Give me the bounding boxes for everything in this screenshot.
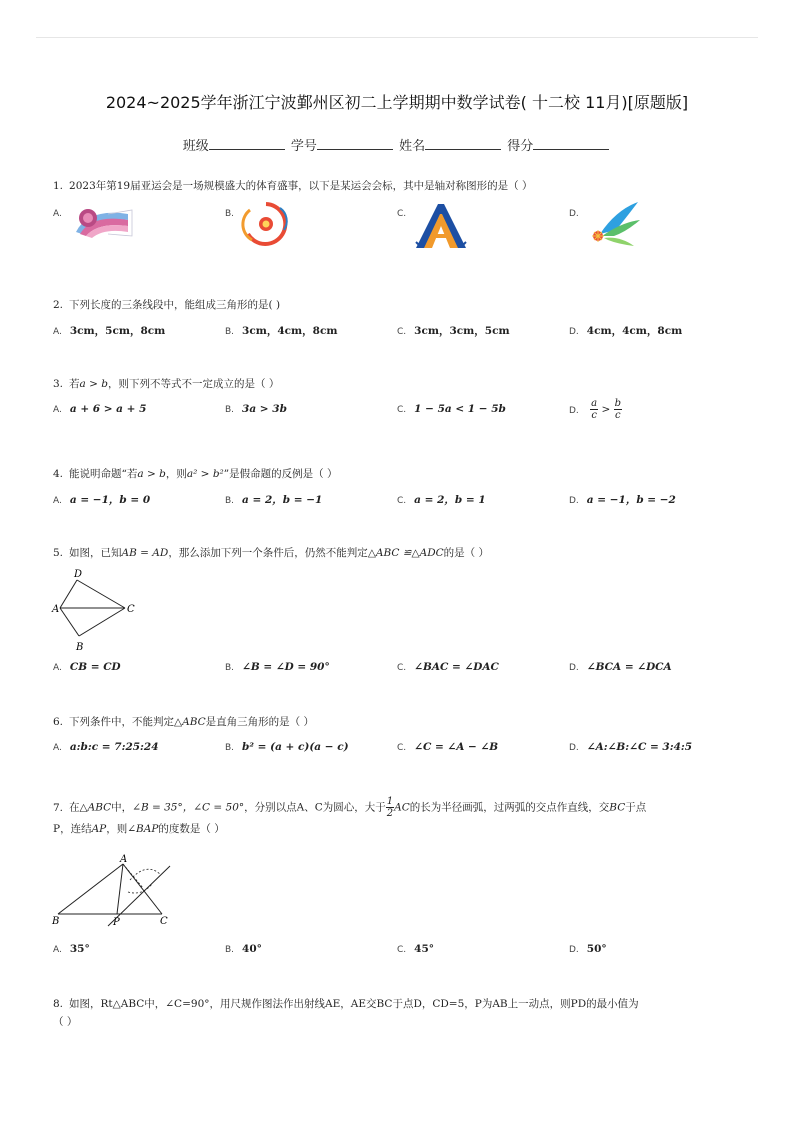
option-c[interactable]: C. 45° xyxy=(397,943,435,955)
question-number: 3. xyxy=(53,378,64,390)
option-a[interactable]: A. a = −1，b = 0 xyxy=(53,494,151,506)
circular-swirl-logo-icon xyxy=(240,200,292,248)
fraction-a-over-c: $\frac{a}{c}$ xyxy=(591,398,598,421)
quadrilateral-abcd-figure xyxy=(50,566,140,654)
option-c[interactable]: C. 3cm，3cm，5cm xyxy=(397,325,510,337)
student-id-blank[interactable] xyxy=(317,137,393,150)
label-c: C xyxy=(160,916,168,927)
option-d[interactable]: D. 50° xyxy=(569,943,607,955)
label-a: A xyxy=(52,604,60,615)
question-6: 6. 下列条件中，不能判定△ABC是直角三角形的是（ ） xyxy=(53,716,314,728)
student-id-label: 学号 xyxy=(290,139,317,154)
option-d[interactable]: D. ∠A:∠B:∠C = 3:4:5 xyxy=(569,741,693,753)
option-b[interactable]: B. 40° xyxy=(225,943,262,955)
question-7-line-2: P，连结AP，则∠BAP的度数是（ ） xyxy=(53,823,225,835)
header-rule xyxy=(36,37,758,38)
fraction-b-over-c: $\frac{b}{c}$ xyxy=(614,398,622,421)
option-b[interactable]: B. 3cm，4cm，8cm xyxy=(225,325,338,337)
question-number: 1. xyxy=(53,180,64,192)
triangle-abc-construction-figure xyxy=(50,852,182,930)
question-number: 2. xyxy=(53,299,64,311)
option-b[interactable]: B. 3a > 3b xyxy=(225,403,287,415)
fraction-one-half: $\frac{1}{2}$ xyxy=(386,796,394,819)
question-text: 如图，Rt△ABC中，∠C=90°，用尺规作图法作出射线AE，AE交BC于点D，CD=5，P为AB上一动点，则PD的最小值为 xyxy=(69,998,639,1010)
colorful-fan-logo-icon xyxy=(66,204,138,240)
question-text: 下列长度的三条线段中，能组成三角形的是( ) xyxy=(69,299,281,311)
name-label: 姓名 xyxy=(399,139,426,154)
question-5: 5. 如图，已知AB = AD，那么添加下列一个条件后，仍然不能判定△ABC ≌△ADC的是（ ） xyxy=(53,547,490,559)
question-number: 4. xyxy=(53,468,64,480)
question-3: 3. 若a > b，则下列不等式不一定成立的是（ ） xyxy=(53,378,280,390)
option-c[interactable]: C. ∠BAC = ∠DAC xyxy=(397,661,499,673)
option-b[interactable]: B. a = 2，b = −1 xyxy=(225,494,323,506)
name-blank[interactable] xyxy=(425,137,501,150)
question-number: 7. xyxy=(53,801,64,814)
label-c: C xyxy=(127,604,135,615)
score-blank[interactable] xyxy=(533,137,609,150)
option-d[interactable]: D. a = −1，b = −2 xyxy=(569,494,676,506)
option-a[interactable]: A. 3cm，5cm，8cm xyxy=(53,325,166,337)
option-d[interactable]: D. ∠BCA = ∠DCA xyxy=(569,661,672,673)
label-d: D xyxy=(74,569,83,580)
question-2 xyxy=(53,297,743,313)
option-b[interactable]: B. xyxy=(225,209,235,219)
class-blank[interactable] xyxy=(209,137,285,150)
question-8 xyxy=(53,996,743,1012)
feather-wing-logo-icon xyxy=(586,200,642,256)
option-a[interactable]: A. a + 6 > a + 5 xyxy=(53,403,147,415)
class-label: 班级 xyxy=(182,139,209,154)
option-a[interactable]: A. a:b:c = 7:25:24 xyxy=(53,741,159,753)
option-b[interactable]: B. ∠B = ∠D = 90° xyxy=(225,661,330,673)
question-7: 7. 在△ABC中，∠B = 35°，∠C = 50°，分别以点A、C为圆心，大于 $\frac{1}{2}$ AC的长为半径画弧，过两弧的交点作直线，交BC于点 xyxy=(53,796,647,819)
question-1 xyxy=(53,178,743,194)
option-c[interactable]: C. ∠C = ∠A − ∠B xyxy=(397,741,499,753)
option-d[interactable]: D. $\frac{a}{c}$ > $\frac{b}{c}$ xyxy=(569,398,622,421)
option-c[interactable]: C. xyxy=(397,209,407,219)
option-c[interactable]: C. a = 2，b = 1 xyxy=(397,494,486,506)
question-number: 6. xyxy=(53,716,64,728)
option-c[interactable]: C. 1 − 5a < 1 − 5b xyxy=(397,403,506,415)
option-a[interactable]: A. CB = CD xyxy=(53,661,121,673)
exam-title: 2024~2025学年浙江宁波鄞州区初二上学期期中数学试卷( 十二校 11月)[原题版] xyxy=(105,93,689,112)
option-a[interactable]: A. 35° xyxy=(53,943,90,955)
label-a: A xyxy=(120,854,128,865)
question-4: 4. 能说明命题“若a > b，则a² > b²”是假命题的反例是（ ） xyxy=(53,468,338,480)
question-text: 2023年第19届亚运会是一场规模盛大的体育盛事，以下是某运会会标，其中是轴对称图形的是（ ） xyxy=(69,180,533,192)
question-8-line-2: （ ） xyxy=(53,1016,78,1028)
option-b[interactable]: B. b² = (a + c)(a − c) xyxy=(225,741,349,753)
label-b: B xyxy=(76,642,84,653)
option-a[interactable]: A. xyxy=(53,209,62,219)
option-d[interactable]: D. xyxy=(569,209,579,219)
score-label: 得分 xyxy=(507,139,534,154)
question-number: 8. xyxy=(53,998,64,1010)
option-d[interactable]: D. 4cm，4cm，8cm xyxy=(569,325,683,337)
label-p: P xyxy=(113,917,120,928)
student-info-row xyxy=(0,135,794,154)
letter-a-tower-logo-icon xyxy=(412,202,470,250)
label-b: B xyxy=(52,916,60,927)
question-number: 5. xyxy=(53,547,64,559)
